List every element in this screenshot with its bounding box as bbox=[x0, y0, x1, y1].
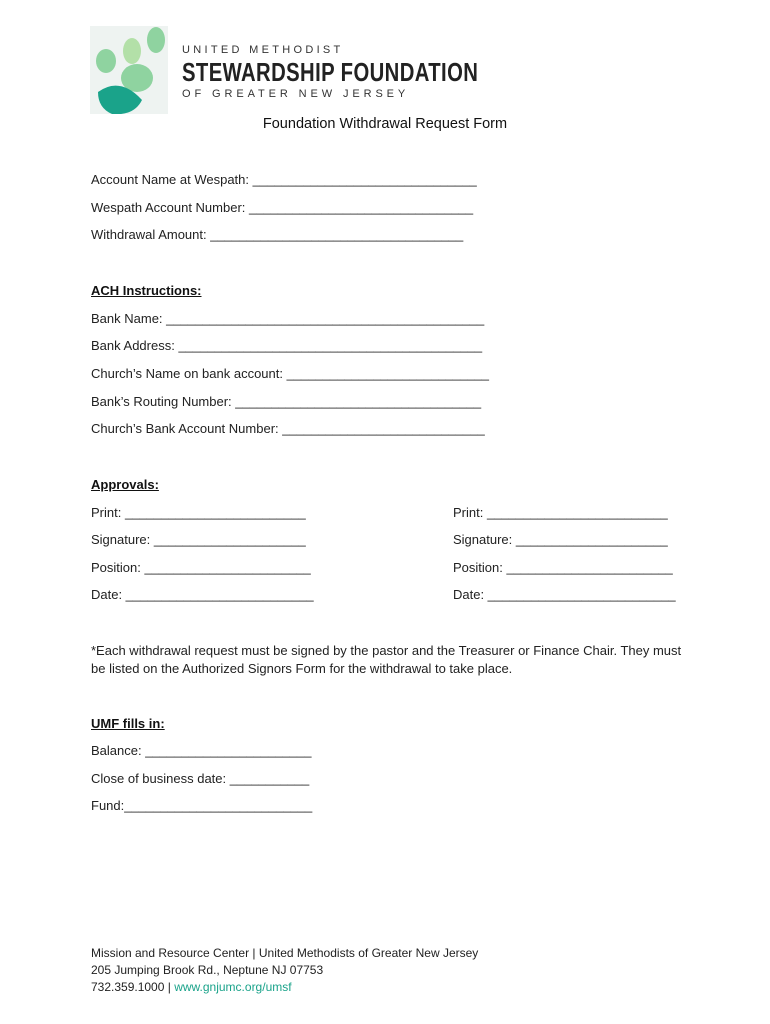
footer-website-link[interactable]: www.gnjumc.org/umsf bbox=[174, 980, 292, 994]
church-account-number-field[interactable]: Church’s Bank Account Number: ____________________________ bbox=[91, 421, 485, 436]
logo-line-1: UNITED METHODIST bbox=[182, 44, 344, 56]
form-title: Foundation Withdrawal Request Form bbox=[262, 116, 508, 132]
signature-note: *Each withdrawal request must be signed by the pastor and the Treasurer or Finance Chair. They must be listed on the Authorized Signors Form for the withdrawal to take place. bbox=[91, 643, 682, 676]
bank-address-field[interactable]: Bank Address: __________________________________________ bbox=[91, 338, 483, 353]
approver1-date-field[interactable]: Date: __________________________ bbox=[91, 587, 314, 602]
logo-wordmark bbox=[182, 43, 562, 101]
account-name-field[interactable]: Account Name at Wespath: _______________________________ bbox=[91, 172, 477, 187]
bank-name-field[interactable]: Bank Name: ____________________________________________ bbox=[91, 311, 485, 326]
church-name-field[interactable]: Church’s Name on bank account: ____________________________ bbox=[91, 366, 490, 381]
approver1-signature-field[interactable]: Signature: _____________________ bbox=[91, 532, 306, 547]
approvals-heading: Approvals: bbox=[91, 477, 159, 492]
balance-field[interactable]: Balance: _______________________ bbox=[91, 743, 312, 758]
footer-address: 205 Jumping Brook Rd., Neptune NJ 07753 bbox=[91, 963, 324, 977]
withdrawal-amount-field[interactable]: Withdrawal Amount: ___________________________________ bbox=[91, 227, 464, 242]
footer-org: Mission and Resource Center | United Methodists of Greater New Jersey bbox=[91, 946, 479, 960]
routing-number-field[interactable]: Bank’s Routing Number: __________________________________ bbox=[91, 394, 482, 409]
approver2-date-field[interactable]: Date: __________________________ bbox=[453, 587, 676, 602]
account-number-field[interactable]: Wespath Account Number: _______________________________ bbox=[91, 200, 474, 215]
footer bbox=[91, 945, 478, 996]
footer-phone: 732.359.1000 | bbox=[91, 980, 175, 994]
logo-line-3: OF GREATER NEW JERSEY bbox=[182, 88, 410, 100]
umf-heading: UMF fills in: bbox=[91, 716, 165, 731]
leaf-logo-icon bbox=[90, 26, 168, 114]
ach-heading: ACH Instructions: bbox=[91, 283, 202, 298]
footer-contact bbox=[91, 979, 478, 996]
foundation-logo bbox=[90, 26, 479, 116]
approver2-signature-field[interactable]: Signature: _____________________ bbox=[453, 532, 668, 547]
logo-line-2: STEWARDSHIP FOUNDATION bbox=[182, 57, 479, 87]
approver2-print-field[interactable]: Print: _________________________ bbox=[453, 505, 668, 520]
close-date-field[interactable]: Close of business date: ___________ bbox=[91, 771, 310, 786]
fund-field[interactable]: Fund:__________________________ bbox=[91, 798, 313, 813]
approver1-print-field[interactable]: Print: _________________________ bbox=[91, 505, 306, 520]
approver1-position-field[interactable]: Position: _______________________ bbox=[91, 560, 311, 575]
approver2-position-field[interactable]: Position: _______________________ bbox=[453, 560, 673, 575]
